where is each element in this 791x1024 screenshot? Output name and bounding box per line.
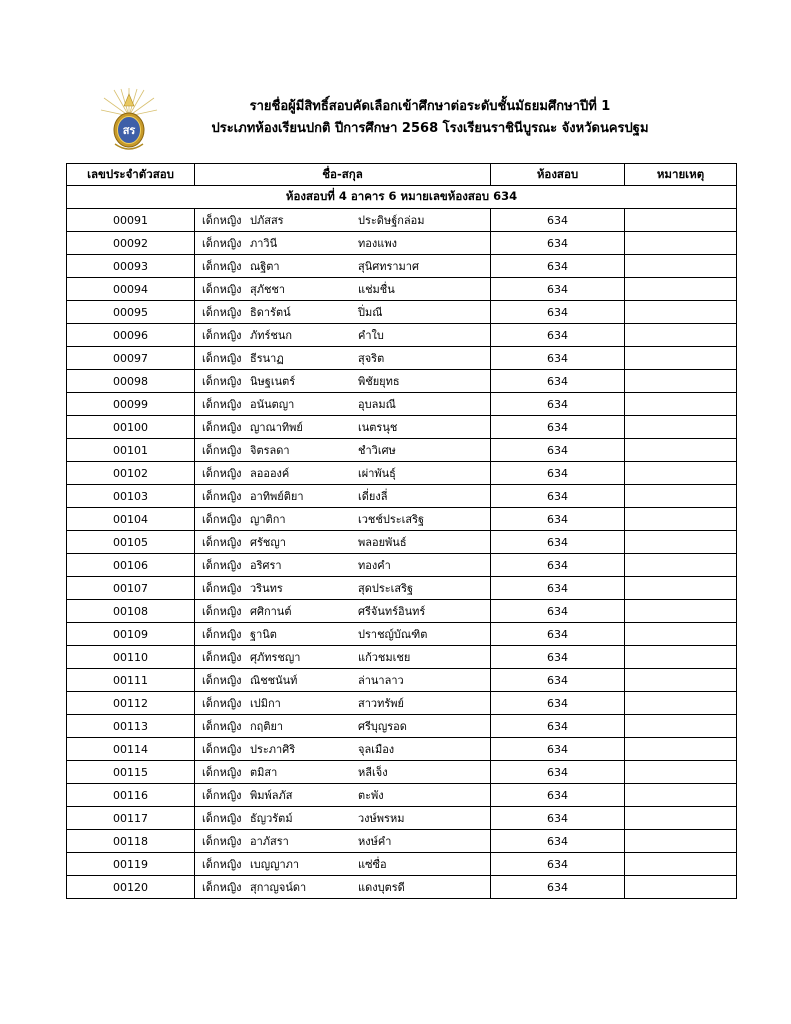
last-name: แซ่ซื่อ: [358, 858, 387, 871]
col-header-room: ห้องสอบ: [491, 164, 625, 186]
table-row: [67, 508, 737, 531]
name-cell: [195, 554, 491, 577]
exam-id-cell: 00098: [67, 370, 195, 393]
name-prefix: เด็กหญิง: [202, 582, 242, 595]
name-prefix: เด็กหญิง: [202, 329, 242, 342]
remark-cell: [625, 347, 737, 370]
last-name: ทองคำ: [358, 559, 391, 572]
name-cell: [195, 439, 491, 462]
exam-id-cell: 00092: [67, 232, 195, 255]
first-name: สุภัชชา: [250, 283, 286, 296]
room-cell: 634: [491, 784, 625, 807]
first-name: ศรัชญา: [250, 536, 286, 549]
exam-id-cell: 00095: [67, 301, 195, 324]
name-cell: [195, 761, 491, 784]
room-cell: 634: [491, 508, 625, 531]
col-header-name: ชื่อ-สกุล: [195, 164, 491, 186]
remark-cell: [625, 439, 737, 462]
first-name: จิตรลดา: [250, 444, 290, 457]
first-name: สุกาญจน์ดา: [250, 881, 307, 894]
name-prefix: เด็กหญิง: [202, 421, 242, 434]
remark-cell: [625, 692, 737, 715]
remark-cell: [625, 462, 737, 485]
remark-cell: [625, 669, 737, 692]
room-cell: 634: [491, 853, 625, 876]
last-name: เดี่ยงลี่: [358, 490, 388, 503]
exam-id-cell: 00091: [67, 209, 195, 232]
room-cell: 634: [491, 623, 625, 646]
last-name: ปิ่มณี: [358, 306, 383, 319]
last-name: วงษ์พรหม: [358, 812, 405, 825]
remark-cell: [625, 209, 737, 232]
first-name: ญาติกา: [250, 513, 286, 526]
table-row: [67, 784, 737, 807]
last-name: คำใบ: [358, 329, 384, 342]
roster-table: [66, 163, 737, 899]
remark-cell: [625, 416, 737, 439]
name-prefix: เด็กหญิง: [202, 467, 242, 480]
table-row: [67, 485, 737, 508]
name-cell: [195, 853, 491, 876]
room-cell: 634: [491, 646, 625, 669]
room-cell: 634: [491, 439, 625, 462]
name-cell: [195, 600, 491, 623]
remark-cell: [625, 853, 737, 876]
exam-id-cell: 00117: [67, 807, 195, 830]
first-name: ปภัสสร: [250, 214, 284, 227]
name-prefix: เด็กหญิง: [202, 444, 242, 457]
exam-id-cell: 00097: [67, 347, 195, 370]
room-cell: 634: [491, 255, 625, 278]
table-row: [67, 600, 737, 623]
remark-cell: [625, 600, 737, 623]
exam-id-cell: 00103: [67, 485, 195, 508]
last-name: ล่านาลาว: [358, 674, 404, 687]
table-row: [67, 278, 737, 301]
room-cell: 634: [491, 692, 625, 715]
table-row: [67, 324, 737, 347]
room-cell: 634: [491, 669, 625, 692]
exam-id-cell: 00110: [67, 646, 195, 669]
table-row: [67, 439, 737, 462]
exam-id-cell: 00119: [67, 853, 195, 876]
table-row: [67, 232, 737, 255]
room-cell: 634: [491, 416, 625, 439]
table-header-row: [67, 164, 737, 186]
room-cell: 634: [491, 761, 625, 784]
first-name: ณฐิตา: [250, 260, 280, 273]
last-name: แช่มชื่น: [358, 283, 395, 296]
exam-id-cell: 00102: [67, 462, 195, 485]
remark-cell: [625, 876, 737, 899]
first-name: ลออองค์: [250, 467, 290, 480]
room-cell: 634: [491, 393, 625, 416]
remark-cell: [625, 485, 737, 508]
name-cell: [195, 347, 491, 370]
room-cell: 634: [491, 577, 625, 600]
name-cell: [195, 531, 491, 554]
room-cell: 634: [491, 347, 625, 370]
room-cell: 634: [491, 232, 625, 255]
room-cell: 634: [491, 715, 625, 738]
exam-id-cell: 00108: [67, 600, 195, 623]
remark-cell: [625, 232, 737, 255]
table-row: [67, 577, 737, 600]
name-prefix: เด็กหญิง: [202, 697, 242, 710]
name-prefix: เด็กหญิง: [202, 306, 242, 319]
name-prefix: เด็กหญิง: [202, 214, 242, 227]
exam-id-cell: 00106: [67, 554, 195, 577]
name-prefix: เด็กหญิง: [202, 375, 242, 388]
table-row: [67, 853, 737, 876]
remark-cell: [625, 830, 737, 853]
name-prefix: เด็กหญิง: [202, 260, 242, 273]
name-cell: [195, 462, 491, 485]
last-name: แดงบุตรดี: [358, 881, 405, 894]
first-name: ญาณาทิพย์: [250, 421, 303, 434]
name-prefix: เด็กหญิง: [202, 536, 242, 549]
first-name: อาทิพย์ติยา: [250, 490, 304, 503]
first-name: ประภาศิริ: [250, 743, 296, 756]
name-cell: [195, 301, 491, 324]
name-cell: [195, 416, 491, 439]
name-prefix: เด็กหญิง: [202, 490, 242, 503]
remark-cell: [625, 738, 737, 761]
last-name: หงษ์คำ: [358, 835, 392, 848]
name-cell: [195, 784, 491, 807]
first-name: ณิชชนันท์: [250, 674, 298, 687]
room-cell: 634: [491, 301, 625, 324]
exam-id-cell: 00111: [67, 669, 195, 692]
first-name: กฤติยา: [250, 720, 284, 733]
col-header-remark: หมายเหตุ: [625, 164, 737, 186]
last-name: ศรีจันทร์อินทร์: [358, 605, 426, 618]
first-name: วรินทร: [250, 582, 283, 595]
name-cell: [195, 209, 491, 232]
remark-cell: [625, 301, 737, 324]
table-row: [67, 347, 737, 370]
table-row: [67, 715, 737, 738]
first-name: พิมพ์ลภัส: [250, 789, 293, 802]
exam-id-cell: 00100: [67, 416, 195, 439]
first-name: ภาวินี: [250, 237, 278, 250]
page-title: รายชื่อผู้มีสิทธิ์สอบคัดเลือกเข้าศึกษาต่อระดับชั้นมัธยมศึกษาปีที่ 1: [249, 99, 611, 114]
room-cell: 634: [491, 830, 625, 853]
first-name: เบญญาภา: [250, 858, 300, 871]
exam-id-cell: 00116: [67, 784, 195, 807]
remark-cell: [625, 278, 737, 301]
room-cell: 634: [491, 324, 625, 347]
first-name: ฐานิต: [250, 628, 277, 641]
last-name: ปราชญ์บัณฑิต: [358, 628, 428, 641]
table-row: [67, 370, 737, 393]
first-name: อาภัสรา: [250, 835, 289, 848]
room-cell: 634: [491, 278, 625, 301]
table-row: [67, 623, 737, 646]
name-cell: [195, 577, 491, 600]
exam-id-cell: 00109: [67, 623, 195, 646]
remark-cell: [625, 554, 737, 577]
name-prefix: เด็กหญิง: [202, 628, 242, 641]
table-row: [67, 554, 737, 577]
name-cell: [195, 623, 491, 646]
name-prefix: เด็กหญิง: [202, 513, 242, 526]
name-cell: [195, 278, 491, 301]
name-cell: [195, 370, 491, 393]
room-cell: 634: [491, 600, 625, 623]
name-prefix: เด็กหญิง: [202, 352, 242, 365]
last-name: หลีเจ็ง: [358, 766, 388, 779]
room-cell: 634: [491, 554, 625, 577]
name-prefix: เด็กหญิง: [202, 674, 242, 687]
name-prefix: เด็กหญิง: [202, 237, 242, 250]
room-cell: 634: [491, 209, 625, 232]
last-name: จุลเมือง: [358, 743, 395, 756]
name-prefix: เด็กหญิง: [202, 881, 242, 894]
table-row: [67, 738, 737, 761]
school-crest-icon: [100, 86, 158, 156]
first-name: นิษฐเนตร์: [250, 375, 296, 388]
table-row: [67, 209, 737, 232]
last-name: ตะพัง: [358, 789, 384, 802]
table-row: [67, 807, 737, 830]
first-name: ศุภัทรชญา: [250, 651, 301, 664]
table-row: [67, 462, 737, 485]
name-cell: [195, 255, 491, 278]
exam-id-cell: 00114: [67, 738, 195, 761]
name-cell: [195, 324, 491, 347]
name-prefix: เด็กหญิง: [202, 398, 242, 411]
svg-text:สร: สร: [122, 124, 136, 137]
room-cell: 634: [491, 807, 625, 830]
table-row: [67, 416, 737, 439]
room-subheader: ห้องสอบที่ 4 อาคาร 6 หมายเลขห้องสอบ 634: [67, 186, 737, 209]
name-cell: [195, 830, 491, 853]
last-name: เวชช์ประเสริฐ: [358, 513, 425, 526]
exam-id-cell: 00112: [67, 692, 195, 715]
first-name: ตมิสา: [250, 766, 278, 779]
exam-id-cell: 00096: [67, 324, 195, 347]
first-name: ธัญวรัตม์: [250, 812, 293, 825]
exam-id-cell: 00101: [67, 439, 195, 462]
name-cell: [195, 393, 491, 416]
exam-id-cell: 00094: [67, 278, 195, 301]
name-prefix: เด็กหญิง: [202, 283, 242, 296]
name-cell: [195, 646, 491, 669]
col-header-exam-id: เลขประจำตัวสอบ: [67, 164, 195, 186]
table-row: [67, 761, 737, 784]
remark-cell: [625, 370, 737, 393]
first-name: อริศรา: [250, 559, 282, 572]
name-prefix: เด็กหญิง: [202, 743, 242, 756]
exam-id-cell: 00093: [67, 255, 195, 278]
name-cell: [195, 807, 491, 830]
room-cell: 634: [491, 370, 625, 393]
last-name: เผ่าพันธุ์: [358, 467, 396, 480]
room-cell: 634: [491, 876, 625, 899]
name-prefix: เด็กหญิง: [202, 835, 242, 848]
remark-cell: [625, 761, 737, 784]
last-name: เนตรนุช: [358, 421, 398, 434]
name-cell: [195, 485, 491, 508]
name-cell: [195, 508, 491, 531]
table-row: [67, 830, 737, 853]
first-name: ธีรนาฏ: [250, 352, 284, 365]
remark-cell: [625, 531, 737, 554]
name-cell: [195, 669, 491, 692]
last-name: ทองแพง: [358, 237, 397, 250]
remark-cell: [625, 508, 737, 531]
exam-id-cell: 00105: [67, 531, 195, 554]
name-cell: [195, 232, 491, 255]
room-cell: 634: [491, 738, 625, 761]
name-prefix: เด็กหญิง: [202, 858, 242, 871]
table-row: [67, 393, 737, 416]
exam-id-cell: 00115: [67, 761, 195, 784]
table-row: [67, 692, 737, 715]
first-name: ศศิกานต์: [250, 605, 292, 618]
table-row: [67, 646, 737, 669]
first-name: เปมิกา: [250, 697, 281, 710]
name-cell: [195, 876, 491, 899]
remark-cell: [625, 807, 737, 830]
remark-cell: [625, 577, 737, 600]
table-row: [67, 669, 737, 692]
name-prefix: เด็กหญิง: [202, 559, 242, 572]
name-prefix: เด็กหญิง: [202, 812, 242, 825]
name-prefix: เด็กหญิง: [202, 605, 242, 618]
last-name: พิชัยยุทธ: [358, 375, 400, 388]
remark-cell: [625, 715, 737, 738]
remark-cell: [625, 255, 737, 278]
first-name: อนันตญา: [250, 398, 295, 411]
table-row: [67, 301, 737, 324]
last-name: อุบลมณี: [358, 398, 396, 411]
room-cell: 634: [491, 462, 625, 485]
room-subheader-row: [67, 186, 737, 209]
last-name: สุจริต: [358, 352, 385, 365]
remark-cell: [625, 393, 737, 416]
last-name: สุนิศทรามาศ: [358, 260, 419, 273]
remark-cell: [625, 623, 737, 646]
name-prefix: เด็กหญิง: [202, 766, 242, 779]
remark-cell: [625, 646, 737, 669]
last-name: ประดิษฐ์กล่อม: [358, 214, 425, 227]
exam-id-cell: 00118: [67, 830, 195, 853]
last-name: สาวทรัพย์: [358, 697, 404, 710]
exam-id-cell: 00107: [67, 577, 195, 600]
name-prefix: เด็กหญิง: [202, 720, 242, 733]
last-name: สุดประเสริฐ: [358, 582, 414, 595]
table-row: [67, 876, 737, 899]
last-name: แก้วชมเชย: [358, 651, 411, 664]
exam-id-cell: 00113: [67, 715, 195, 738]
table-row: [67, 531, 737, 554]
remark-cell: [625, 784, 737, 807]
name-cell: [195, 738, 491, 761]
name-cell: [195, 692, 491, 715]
name-prefix: เด็กหญิง: [202, 789, 242, 802]
exam-id-cell: 00104: [67, 508, 195, 531]
name-cell: [195, 715, 491, 738]
last-name: ศรีบุญรอด: [358, 720, 407, 733]
last-name: ชำวิเศษ: [358, 444, 396, 457]
last-name: พลอยพันธ์: [358, 536, 407, 549]
room-cell: 634: [491, 485, 625, 508]
remark-cell: [625, 324, 737, 347]
table-row: [67, 255, 737, 278]
first-name: ธิดารัตน์: [250, 306, 291, 319]
exam-id-cell: 00099: [67, 393, 195, 416]
exam-id-cell: 00120: [67, 876, 195, 899]
room-cell: 634: [491, 531, 625, 554]
first-name: ภัทร์ชนก: [250, 329, 293, 342]
name-prefix: เด็กหญิง: [202, 651, 242, 664]
page-subtitle: ประเภทห้องเรียนปกติ ปีการศึกษา 2568 โรงเรียนราชินีบูรณะ จังหวัดนครปฐม: [211, 121, 649, 136]
